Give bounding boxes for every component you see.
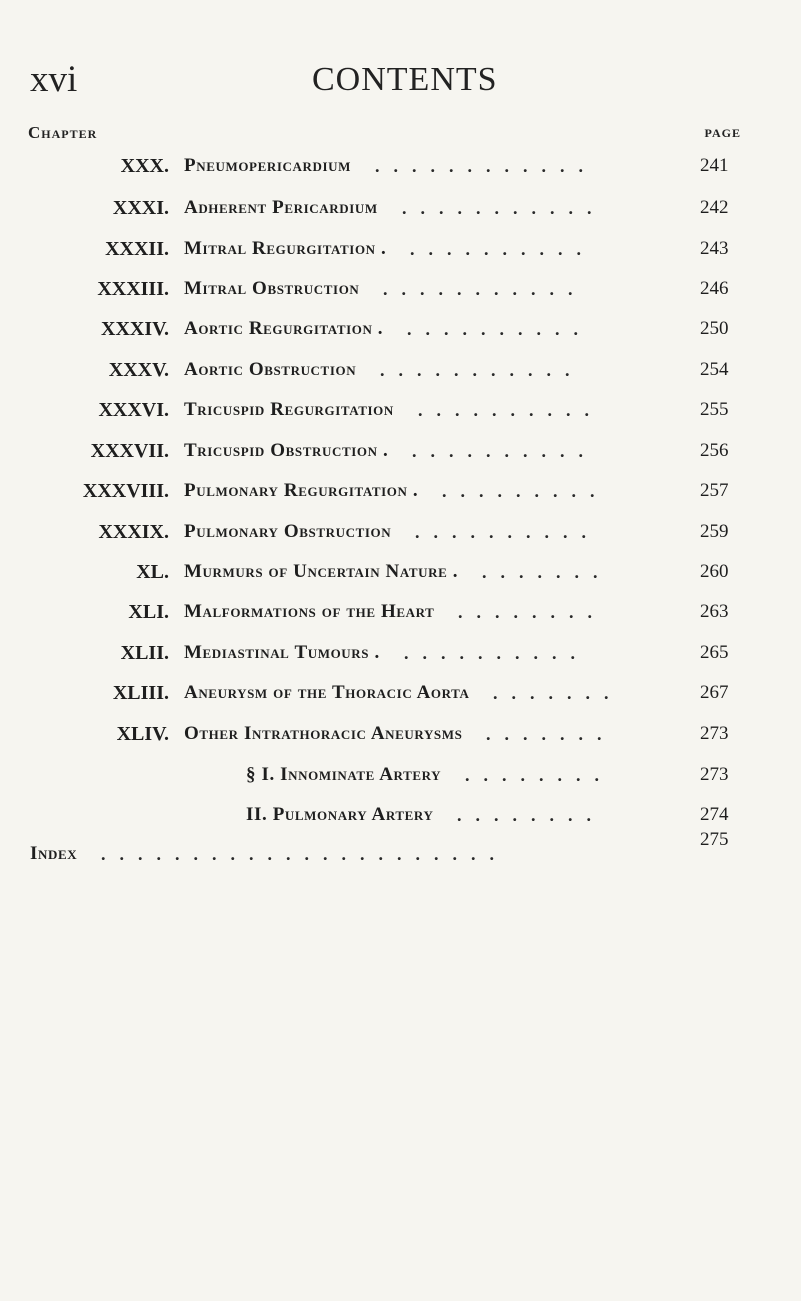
chapter-title: Aneurysm of the Thoracic Aorta bbox=[184, 682, 470, 703]
chapter-number: XXXV. bbox=[108, 359, 169, 381]
dot-leader: ........ bbox=[465, 765, 613, 785]
page-number: 267 bbox=[700, 682, 729, 703]
dot-leader: ........... bbox=[380, 360, 584, 380]
chapter-number: XXX. bbox=[120, 155, 169, 177]
chapter-title: Tricuspid Regurgitation bbox=[184, 399, 394, 420]
toc-entry bbox=[0, 152, 801, 180]
subsection-title: § I. Innominate Artery bbox=[246, 764, 442, 785]
chapter-title: Adherent Pericardium bbox=[184, 197, 378, 218]
chapter-number: XLIII. bbox=[112, 682, 169, 704]
chapter-number: XXXI. bbox=[112, 197, 169, 219]
dot-leader: ............ bbox=[375, 156, 597, 176]
dot-leader: .......... bbox=[418, 400, 603, 420]
page-title: CONTENTS bbox=[312, 61, 498, 98]
toc-entry bbox=[0, 720, 801, 748]
chapter-title: Aortic Regurgitation . bbox=[184, 318, 384, 339]
dot-leader: .......... bbox=[412, 441, 597, 461]
chapter-title: Aortic Obstruction bbox=[184, 359, 357, 380]
dot-leader: .......... bbox=[410, 239, 595, 259]
chapter-title: Pneumopericardium bbox=[184, 155, 351, 176]
page-number: 259 bbox=[700, 521, 729, 542]
page-number: 254 bbox=[700, 359, 729, 380]
page-number: 273 bbox=[700, 723, 729, 744]
page-number: 250 bbox=[700, 318, 729, 339]
dot-leader: .......... bbox=[404, 643, 589, 663]
chapter-title: Murmurs of Uncertain Nature . bbox=[184, 561, 459, 582]
toc-entry bbox=[0, 275, 801, 303]
toc-entry bbox=[0, 518, 801, 546]
page-number: 246 bbox=[700, 278, 729, 299]
page-number: 242 bbox=[700, 197, 729, 218]
dot-leader: ....... bbox=[486, 724, 616, 744]
subsection-title: II. Pulmonary Artery bbox=[246, 804, 434, 825]
toc-index-entry bbox=[0, 829, 801, 868]
dot-leader: ........... bbox=[383, 279, 587, 299]
toc-entry bbox=[0, 235, 801, 263]
page-number: 260 bbox=[700, 561, 729, 582]
chapter-title: Mitral Regurgitation . bbox=[184, 238, 387, 259]
chapter-number: XLIV. bbox=[116, 723, 169, 745]
chapter-number: XXXIX. bbox=[98, 521, 169, 543]
page-number: 243 bbox=[700, 238, 729, 259]
dot-leader: .......... bbox=[415, 522, 600, 542]
page-number: 274 bbox=[700, 804, 729, 825]
page-number: 273 bbox=[700, 764, 729, 785]
chapter-number: XXXVIII. bbox=[82, 480, 169, 502]
chapter-number: XXXVII. bbox=[90, 440, 169, 462]
chapter-number: XLI. bbox=[128, 601, 169, 623]
toc-entry bbox=[0, 396, 801, 424]
chapter-number: XL. bbox=[136, 561, 169, 583]
chapter-title: Other Intrathoracic Aneurysms bbox=[184, 723, 463, 744]
page-number: 257 bbox=[700, 480, 729, 501]
toc-entry bbox=[0, 356, 801, 384]
page-number: 256 bbox=[700, 440, 729, 461]
toc-entry bbox=[0, 598, 801, 626]
dot-leader: ........... bbox=[402, 198, 606, 218]
page-number: 255 bbox=[700, 399, 729, 420]
toc-subentry bbox=[0, 801, 801, 829]
page-number: 241 bbox=[700, 155, 729, 176]
chapter-title: Pulmonary Obstruction bbox=[184, 521, 392, 542]
dot-leader: ....... bbox=[482, 562, 612, 582]
running-head bbox=[0, 58, 801, 102]
dot-leader: .......... bbox=[407, 319, 592, 339]
toc-entry bbox=[0, 679, 801, 707]
chapter-title: Tricuspid Obstruction . bbox=[184, 440, 389, 461]
chapter-number: XXXIII. bbox=[97, 278, 169, 300]
dot-leader: ......... bbox=[442, 481, 609, 501]
dot-leader: ........ bbox=[458, 602, 606, 622]
dot-leader: ........ bbox=[457, 805, 605, 825]
chapter-column-heading: Chapter bbox=[28, 123, 98, 142]
page-column-heading: PAGE bbox=[704, 126, 741, 140]
chapter-number: XXXII. bbox=[105, 238, 169, 260]
chapter-number: XLII. bbox=[120, 642, 169, 664]
chapter-title: Mitral Obstruction bbox=[184, 278, 360, 299]
index-title: Index bbox=[30, 843, 78, 864]
page-number: 275 bbox=[700, 829, 729, 850]
toc-entry bbox=[0, 194, 801, 222]
toc-entry bbox=[0, 558, 801, 586]
dot-leader: ...................... bbox=[101, 844, 508, 864]
toc-subentry bbox=[0, 761, 801, 789]
toc-entry bbox=[0, 639, 801, 667]
chapter-number: XXXVI. bbox=[98, 399, 169, 421]
chapter-number: XXXIV. bbox=[101, 318, 169, 340]
dot-leader: ....... bbox=[493, 683, 623, 703]
chapter-title: Malformations of the Heart bbox=[184, 601, 435, 622]
toc-entry bbox=[0, 437, 801, 465]
page-number: 265 bbox=[700, 642, 729, 663]
page-number: 263 bbox=[700, 601, 729, 622]
chapter-title: Pulmonary Regurgitation . bbox=[184, 480, 419, 501]
toc-entry bbox=[0, 315, 801, 343]
page-folio: xvi bbox=[30, 59, 78, 100]
chapter-title: Mediastinal Tumours . bbox=[184, 642, 380, 663]
toc-entry bbox=[0, 477, 801, 505]
